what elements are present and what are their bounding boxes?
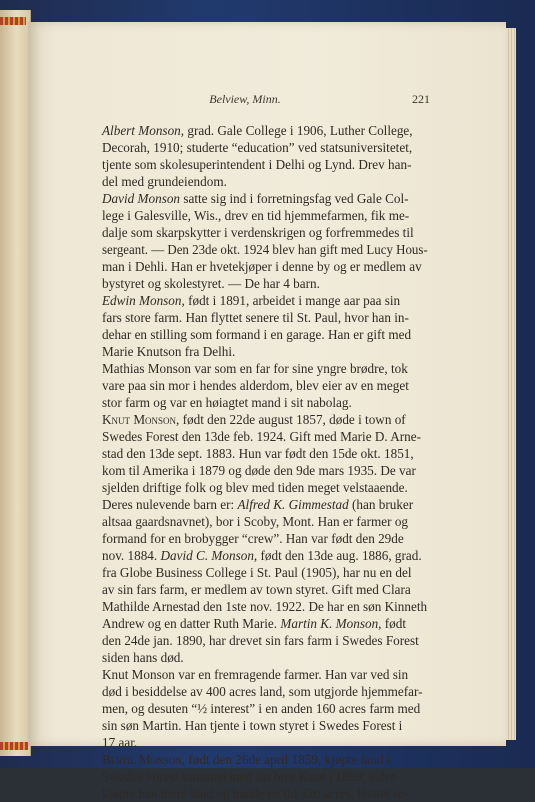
text-run: Knut Monson var en fremragende farmer. Han var ved sin	[102, 667, 409, 682]
text-line	[102, 496, 428, 513]
text-line	[102, 156, 428, 173]
text-run: Mathias Monson var som en far for sine yngre brødre, tok	[102, 361, 408, 376]
text-line	[102, 785, 428, 802]
text-run: Deres nulevende barn er:	[102, 497, 238, 512]
small-caps-name: Bertil Monson,	[102, 752, 186, 767]
text-line	[102, 564, 428, 581]
text-line	[102, 224, 428, 241]
text-line	[102, 666, 428, 683]
text-line	[102, 547, 428, 564]
text-line	[102, 394, 428, 411]
small-caps-name: Knut Monson,	[102, 412, 180, 427]
text-run: bystyret og skolestyret. — De har 4 barn.	[102, 276, 320, 291]
text-line	[102, 683, 428, 700]
text-run: Andrew og en datter Ruth Marie.	[102, 616, 281, 631]
text-line	[102, 717, 428, 734]
text-run: siden hans død.	[102, 650, 184, 665]
text-run: den 24de jan. 1890, har drevet sin fars farm i Swedes Forest	[102, 633, 419, 648]
text-line	[102, 513, 428, 530]
text-line	[102, 139, 428, 156]
text-run: Marie Knutson fra Delhi.	[102, 344, 236, 359]
text-run: Swedes Forest sammen med sin bror Knut i 1883; siden	[102, 769, 397, 784]
text-line	[102, 615, 428, 632]
running-head: Belview, Minn.	[209, 92, 281, 106]
text-line	[102, 241, 428, 258]
text-run: kom til Amerika i 1879 og døde den 9de mars 1935. De var	[102, 463, 416, 478]
text-run: tjente som skolesuperintendent i Delhi og Lynd. Drev han-	[102, 157, 412, 172]
text-run: Decorah, 1910; studerte “education” ved statsuniversitetet,	[102, 140, 413, 155]
text-line	[102, 734, 428, 751]
text-line	[102, 581, 428, 598]
italic-name: David Monson	[102, 191, 181, 206]
text-run: (han bruker	[348, 497, 414, 512]
spine-headband	[0, 17, 26, 25]
text-run: lege i Galesville, Wis., drev en tid hjemmefarmen, fik me-	[102, 208, 410, 223]
facing-page-edge	[0, 10, 31, 756]
page-header	[60, 92, 430, 110]
text-run: satte sig ind i forretningsfag ved Gale Col-	[180, 191, 409, 206]
italic-name: Alfred K. Gimmestad	[237, 497, 349, 512]
text-run: sjelden driftige folk og blev med tiden meget velstaaende.	[102, 480, 408, 495]
text-line	[102, 445, 428, 462]
text-line	[102, 190, 428, 207]
text-line	[102, 479, 428, 496]
text-line	[102, 768, 428, 785]
italic-name: David C. Monson,	[160, 548, 258, 563]
text-line	[102, 275, 428, 292]
text-line	[102, 649, 428, 666]
text-run: man i Dehli. Han er hvetekjøper i denne by og er medlem av	[102, 259, 422, 274]
text-line	[102, 309, 428, 326]
text-line	[102, 632, 428, 649]
text-run: Mathilde Arnestad den 1ste nov. 1922. De har en søn Kinneth	[102, 599, 428, 614]
text-run: dalje som skarpskytter i verdenskrigen og forfremmedes til	[102, 225, 414, 240]
text-run: født i 1891, arbeidet i mange aar paa sin	[184, 293, 401, 308]
text-run: sergeant. — Den 23de okt. 1924 blev han gift med Lucy Hous-	[102, 242, 428, 257]
text-run: del med grundeiendom.	[102, 174, 227, 189]
text-run: sin søn Martin. Han tjente i town styret i Swedes Forest i	[102, 718, 403, 733]
text-run: født den 26de april 1859, kjøpte land i	[185, 752, 391, 767]
text-run: grad. Gale College i 1906, Luther College,	[184, 123, 413, 138]
text-run: vare paa sin mor i hendes alderdom, blev eier av en meget	[102, 378, 409, 393]
text-run: stor farm og var en høiagtet mand i sit nabolag.	[102, 395, 352, 410]
text-run: formand for en brobygger “crew”. Han var født den 29de	[102, 531, 404, 546]
text-line	[102, 207, 428, 224]
text-line	[102, 700, 428, 717]
text-line	[102, 343, 428, 360]
text-line	[102, 292, 428, 309]
text-run: fra Globe Business College i St. Paul (1905), har nu en del	[102, 565, 412, 580]
text-line	[102, 377, 428, 394]
text-line	[102, 751, 428, 768]
text-run: altsaa gaardsnavnet), bor i Scoby, Mont. Han er farmer og	[102, 514, 409, 529]
text-run: Swedes Forest den 13de feb. 1924. Gift med Marie D. Arne-	[102, 429, 421, 444]
text-line	[102, 428, 428, 445]
text-run: 17 aar.	[102, 735, 138, 750]
page-number: 221	[412, 92, 430, 106]
text-line	[102, 173, 428, 190]
text-line	[102, 530, 428, 547]
body-text	[102, 122, 428, 802]
spine-tailband	[0, 742, 28, 750]
text-line	[102, 462, 428, 479]
text-run: død i besiddelse av 400 acres land, som utgjorde hjemmefar-	[102, 684, 423, 699]
text-run: av sin fars farm, er medlem av town styret. Gift med Clara	[102, 582, 411, 597]
text-run: kjøpte han mere land og hadde en tid 320 acres. Byttet se-	[102, 786, 409, 801]
text-run: fars store farm. Han flyttet senere til St. Paul, hvor han in-	[102, 310, 409, 325]
text-run: stad den 13de sept. 1883. Hun var født den 15de okt. 1851,	[102, 446, 414, 461]
text-run: født den 22de august 1857, døde i town of	[179, 412, 406, 427]
text-line	[102, 598, 428, 615]
text-run: født	[381, 616, 407, 631]
text-run: men, og desuten “½ interest” i en anden 160 acres farm med	[102, 701, 421, 716]
italic-name: Edwin Monson,	[102, 293, 185, 308]
text-run: nov. 1884.	[102, 548, 161, 563]
text-line	[102, 326, 428, 343]
italic-name: Albert Monson,	[102, 123, 185, 138]
text-line	[102, 122, 428, 139]
italic-name: Martin K. Monson,	[280, 616, 382, 631]
text-run: dehar en stilling som formand i en garage. Han er gift med	[102, 327, 412, 342]
text-line	[102, 258, 428, 275]
text-line	[102, 411, 428, 428]
text-line	[102, 360, 428, 377]
text-run: født den 13de aug. 1886, grad.	[257, 548, 422, 563]
